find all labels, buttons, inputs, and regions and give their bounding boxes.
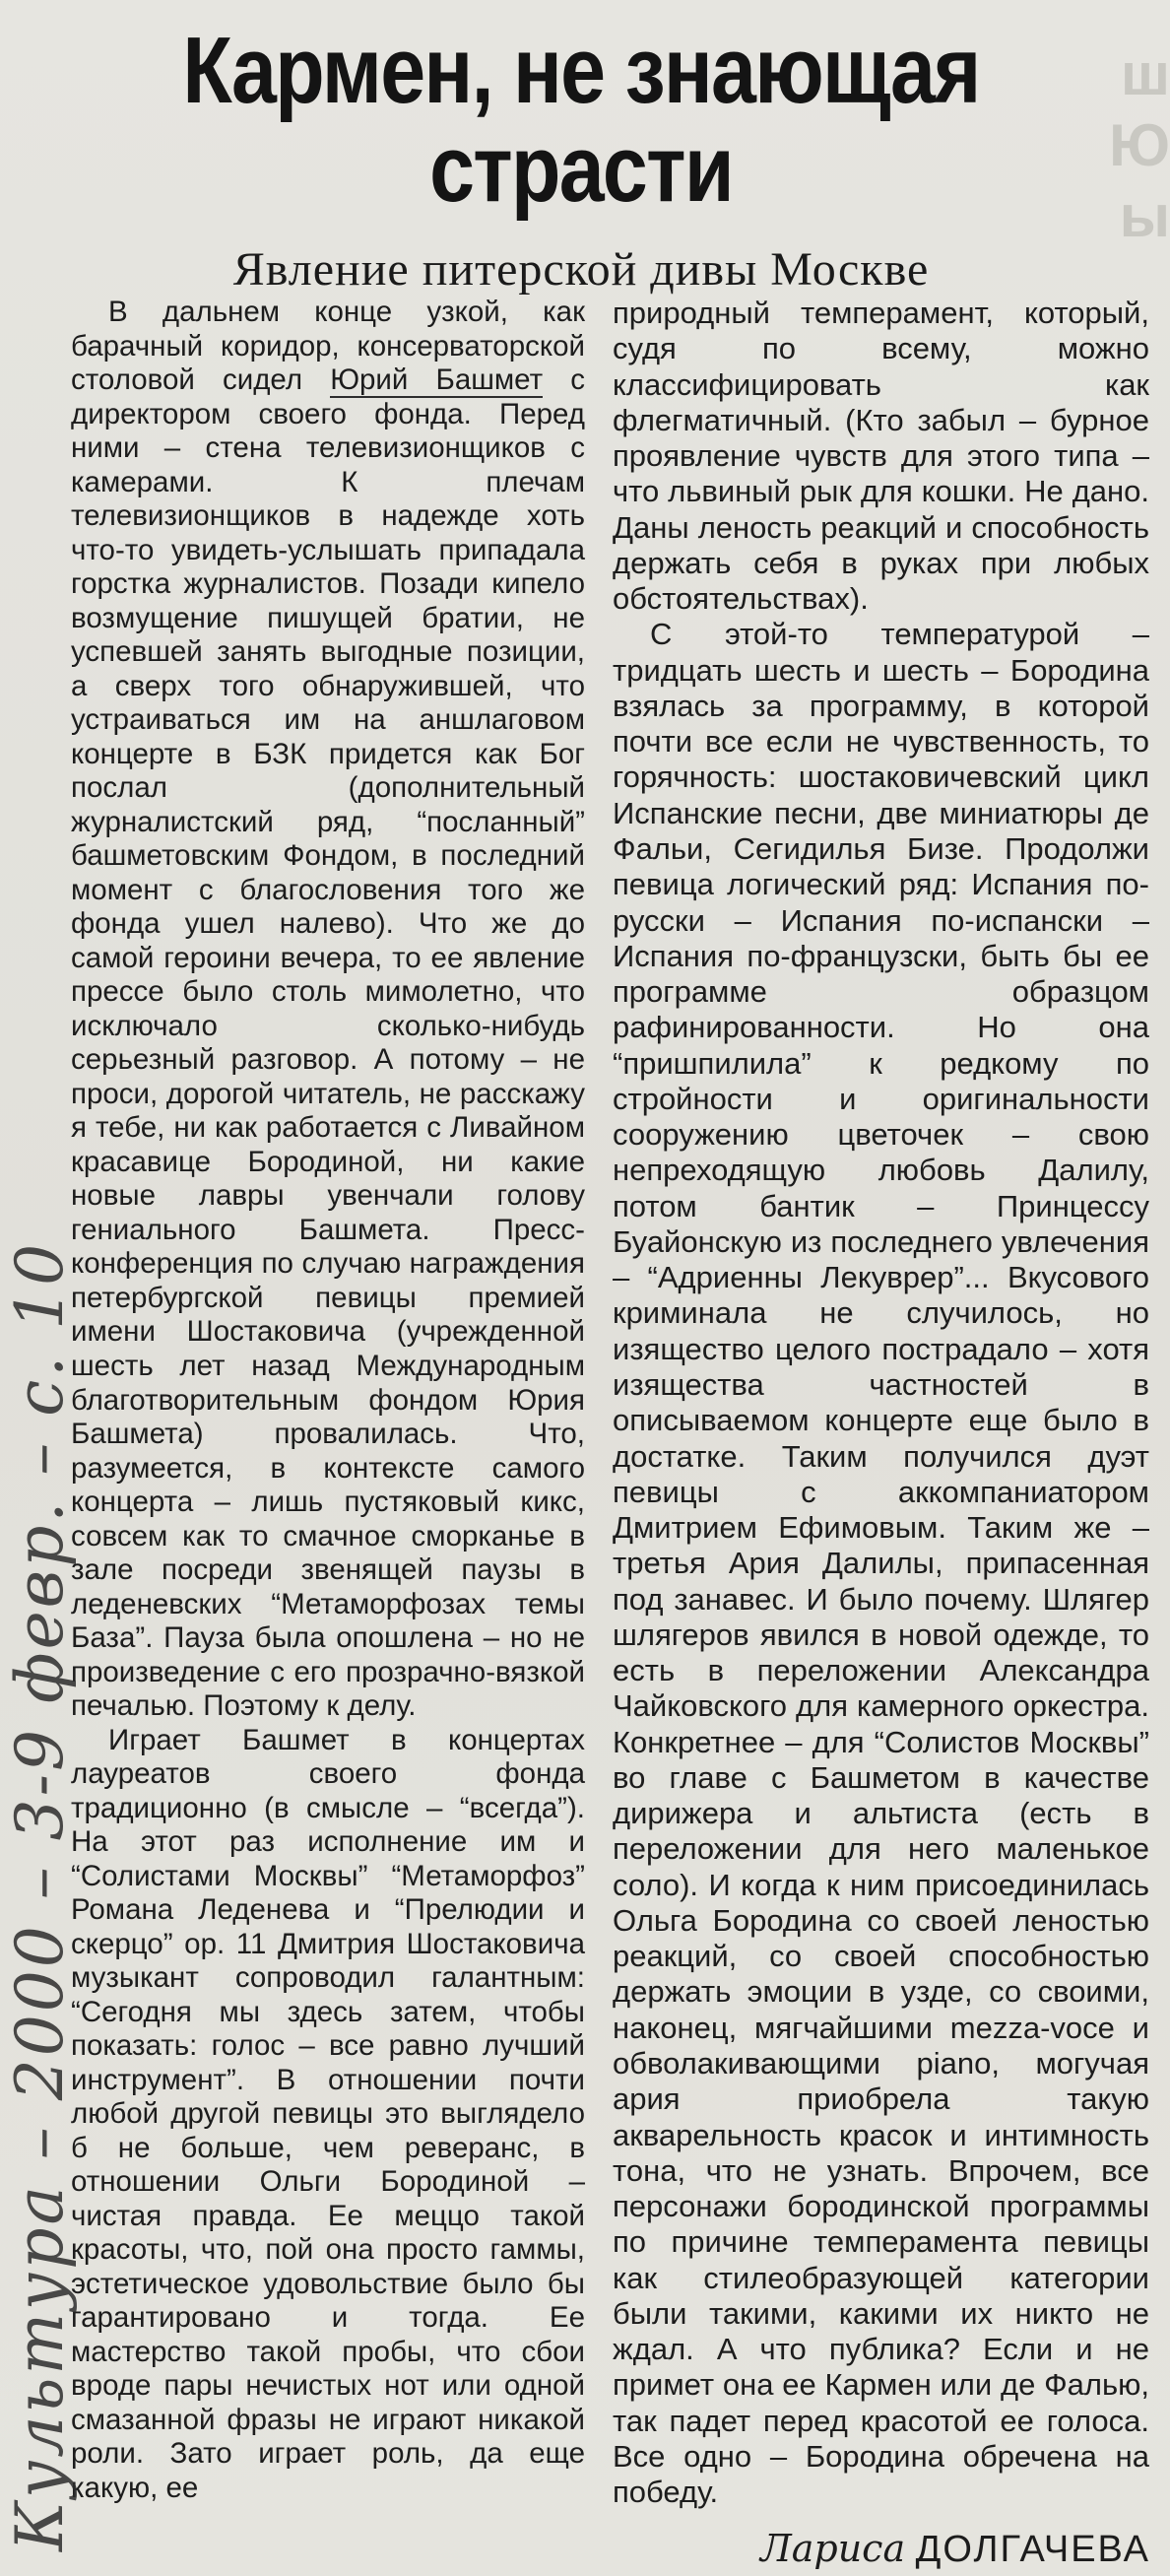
paragraph-text: с директором своего фонда. Перед ними – стена телевизионщиков с камерами. К плечам телевизионщиков в надежде хоть что-то увидеть-услышать припадала горстка журналистов. Позади кипело возмущение пишущей братии, не успевшей занять выгодные позиции, а сверх того обнаружившей, что устраиваться им на аншлаговом концерте в БЗК придется как Бог послал (дополнительный журналистский ряд, “посланный” башметовским Фондом, в последний момент с благословения того же фонда ушел налево). Что же до самой героини вечера, то ее явление прессе было столь мимолетно, что исключало сколько-нибудь серьезный разговор. А потому – не проси, дорогой читатель, не расскажу я тебе, ни как работается с Ливайном красавице Бородиной, ни какие новые лавры увенчали голову гениального Башмета. Пресс-конференция по случаю награждения петербургской певицы премией имени Шостаковича (учрежденной шесть лет назад Международным благотворительным фондом Юрия Башмета) провалилась. Что, разумеется, в контексте самого концерта – лишь пустяковый кикс, совсем как то смачное сморканье в зале посреди звенящей паузы в леденевских “Метаморфозах темы База”. Пауза была опошлена – но не произведение с его прозрачно-вязкой печалью. Поэтому к делу. (71, 363, 585, 1723)
author-first-name: Лариса (760, 2527, 906, 2570)
article-column-right (613, 296, 1149, 2510)
paragraph: Играет Башмет в концертах лауреатов своего фонда традиционно (в смысле – “всегда”). На этот раз исполнение им и “Солистами Москвы” “Метаморфоз” Романа Леденева и “Прелюдии и скерцо” ор. 11 Дмитрия Шостаковича музыкант сопроводил галантным: “Сегодня мы здесь затем, чтобы показать: голос – все равно лучший инструмент”. В отношении почти любой другой певицы это выглядело б не больше, чем реверанс, в отношении Ольги Бородиной – чистая правда. Ее меццо такой красоты, что, пой она просто гаммы, эстетическое удовольствие было бы гарантировано и тогда. Ее мастерство такой пробы, что сбои вроде пары нечистых нот или одной смазанной фразы не играют никакой роли. Зато играет роль, да еще какую, ее (71, 1723, 585, 2504)
subtitle: Явление питерской дивы Москве (232, 243, 930, 296)
headline-line-1: Кармен, не знающая (182, 18, 980, 123)
author-last-name: ДОЛГАЧЕВА (915, 2529, 1150, 2570)
paragraph: природный темперамент, который, судя по всему, можно классифицировать как флегматичный. (Кто забыл – бурное проявление чувств для этого типа – что львиный рык для кошки. Не дано. Даны леность реакций и способность держать себя в руках при любых обстоятельствах). (613, 296, 1149, 617)
handwritten-annotation: Культура – 2000 – 3-9 февр. – с. 10 (2, 1240, 78, 2551)
headline-line-2: страсти (429, 116, 733, 222)
paragraph: С этой-то температурой – тридцать шесть и шесть – Бородина взялась за программу, в которой почти все если не чувственность, то горячность: шостаковичевский цикл Испанские песни, две миниатюры де Фальи, Сегидилья Бизе. Продолжи певица логический ряд: Испания по-русски – Испания по-испански – Испания по-французски, быть бы ее программе образцом рафинированности. Но она “пришпилила” к редкому по стройности и оригинальности сооружению цветочек – свою непреходящую любовь Далилу, потом бантик – Принцессу Буайонскую из последнего увлечения – “Адриенны Лекуврер”... Вкусового криминала не случилось, но изящество целого пострадало – хотя изящества частностей в описываемом концерте еще было в достатке. Таким получился дуэт певицы с аккомпаниатором Дмитрием Ефимовым. Таким же – третья Ария Далилы, припасенная под занавес. И было почему. Шлягер шлягеров явился в новой одежде, то есть в переложении Александра Чайковского для камерного оркестра. Конкретнее – для “Солистов Москвы” во главе с Башметом в качестве дирижера и альтиста (есть в переложении для него маленькое соло). И когда к ним присоединилась Ольга Бородина со своей леностью реакций, со своей способностью держать эмоции в узде, со своими, наконец, мягчайшими mezza-voce и обволакивающими piano, могучая ария приобрела такую акварельность красок и интимность тона, что не узнать. Впрочем, все персонажи бородинской программы по причине темперамента певицы как стилеобразующей категории были такими, какими их никто не ждал. А что публика? Если и не примет она ее Кармен или де Фалью, так падет перед красотой ее голоса. Все одно – Бородина обречена на победу. (613, 617, 1149, 2510)
headline (141, 18, 1021, 222)
paragraph-text: В дальнем конце узкой, как барачный коридор, консерваторской столовой сидел (71, 296, 585, 397)
bleed-through-text: ш Ю ы (1109, 41, 1170, 249)
paragraph (71, 296, 585, 1724)
article-column-left (71, 296, 585, 2506)
underlined-name: Юрий Башмет (330, 363, 544, 397)
author-byline (760, 2527, 1150, 2571)
